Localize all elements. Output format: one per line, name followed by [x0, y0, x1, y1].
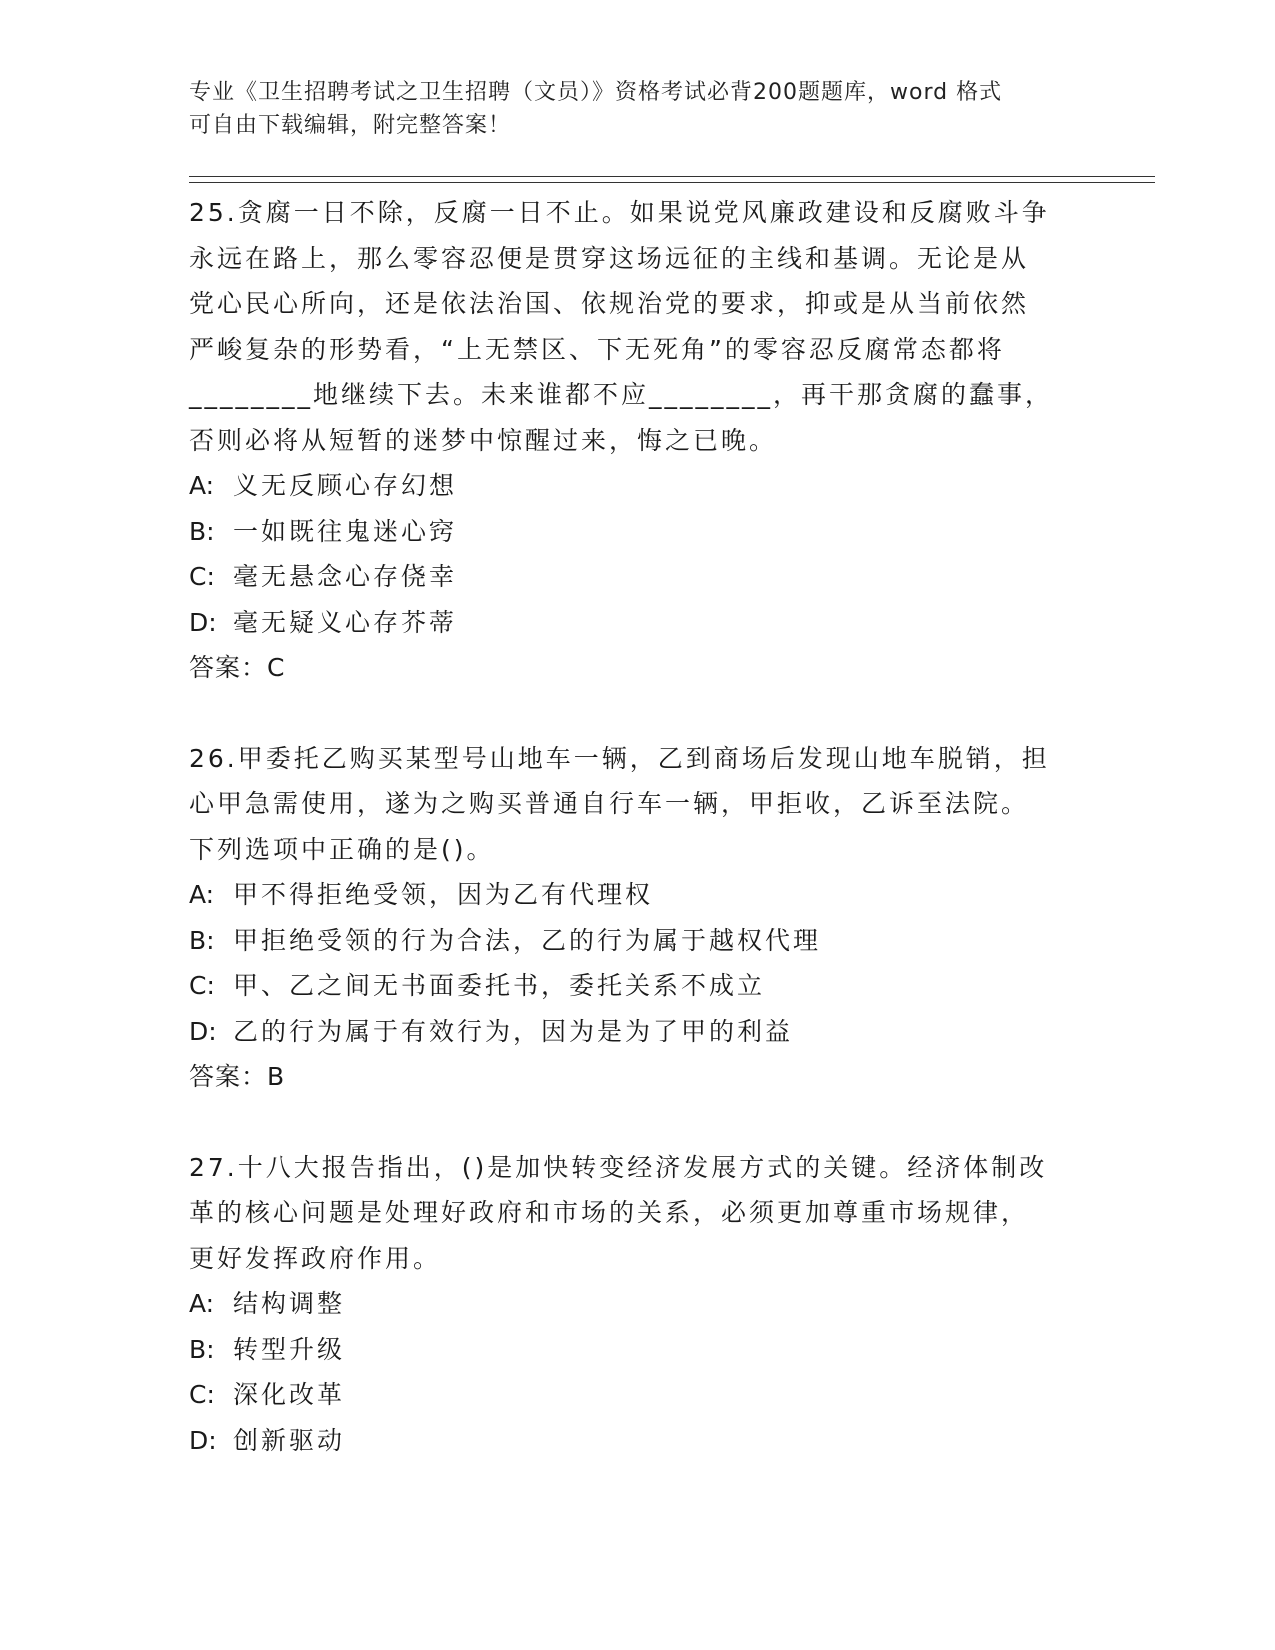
option-a [189, 463, 1089, 509]
option-text: 乙的行为属于有效行为，因为是为了甲的利益 [233, 1016, 794, 1046]
option-letter: C: [189, 1380, 215, 1409]
question-text-line: 心甲急需使用，遂为之购买普通自行车一辆，甲拒收，乙诉至法院。 [189, 789, 1030, 818]
option-letter: B: [189, 925, 215, 955]
question-text-line: 严峻复杂的形势看，“上无禁区、下无死角”的零容忍反腐常态都将 [189, 334, 1005, 364]
question-text-line: 否则必将从短暂的迷梦中惊醒过来，悔之已晚。 [189, 425, 778, 455]
question-text-line: 党心民心所向，还是依法治国、依规治党的要求，抑或是从当前依然 [189, 289, 1030, 318]
option-text: 甲拒绝受领的行为合法，乙的行为属于越权代理 [233, 925, 822, 955]
question-text-line: ________地继续下去。未来谁都不应________，再干那贪腐的蠢事， [189, 380, 1054, 409]
option-letter: A: [189, 1289, 215, 1318]
option-text: 深化改革 [233, 1380, 346, 1409]
option-text: 创新驱动 [233, 1425, 346, 1455]
question-text-line: 26.甲委托乙购买某型号山地车一辆，乙到商场后发现山地车脱销，担 [189, 743, 1050, 773]
question-text-line: 革的核心问题是处理好政府和市场的关系，必须更加尊重市场规律， [189, 1198, 1030, 1227]
option-text: 转型升级 [233, 1334, 346, 1364]
option-text: 甲不得拒绝受领，因为乙有代理权 [233, 880, 654, 909]
question-spacer [189, 691, 1089, 736]
question-spacer [189, 1100, 1089, 1145]
option-text: 结构调整 [233, 1289, 346, 1318]
option-c [189, 554, 1089, 600]
option-d [189, 600, 1089, 646]
answer-line: 答案：B [189, 1062, 286, 1091]
option-letter: B: [189, 516, 215, 546]
question-block-26 [189, 736, 1089, 1100]
question-text-line: 25.贪腐一日不除，反腐一日不止。如果说党风廉政建设和反腐败斗争 [189, 198, 1050, 227]
question-text-line: 更好发挥政府作用。 [189, 1243, 442, 1273]
option-d [189, 1009, 1089, 1055]
header-line-1: 专业《卫生招聘考试之卫生招聘（文员）》资格考试必背200题题库，word 格式 [189, 80, 1003, 105]
answer-line: 答案：C [189, 653, 286, 682]
option-b [189, 918, 1089, 964]
header-divider-top [189, 176, 1155, 177]
question-text-line: 永远在路上，那么零容忍便是贯穿这场远征的主线和基调。无论是从 [189, 243, 1030, 273]
option-letter: A: [189, 471, 215, 500]
option-letter: D: [189, 607, 217, 637]
option-text: 一如既往鬼迷心窍 [233, 516, 458, 546]
option-letter: D: [189, 1425, 217, 1455]
question-list [189, 190, 1089, 1463]
question-text-line: 下列选项中正确的是()。 [189, 834, 495, 864]
header-line-2: 可自由下载编辑，附完整答案！ [189, 113, 512, 138]
header-divider-bottom [189, 182, 1155, 183]
option-c [189, 963, 1089, 1009]
option-a [189, 872, 1089, 918]
option-letter: C: [189, 562, 215, 591]
option-text: 毫无疑义心存芥蒂 [233, 607, 458, 637]
option-b [189, 1327, 1089, 1373]
option-c [189, 1372, 1089, 1418]
question-text-line: 27.十八大报告指出，()是加快转变经济发展方式的关键。经济体制改 [189, 1152, 1048, 1182]
option-letter: C: [189, 971, 215, 1000]
question-block-27 [189, 1145, 1089, 1464]
option-b [189, 509, 1089, 555]
option-letter: B: [189, 1334, 215, 1364]
option-text: 义无反顾心存幻想 [233, 471, 458, 500]
option-letter: A: [189, 880, 215, 909]
option-letter: D: [189, 1016, 217, 1046]
option-a [189, 1281, 1089, 1327]
option-text: 毫无悬念心存侥幸 [233, 562, 458, 591]
option-text: 甲、乙之间无书面委托书，委托关系不成立 [233, 971, 766, 1000]
document-header [189, 76, 1089, 142]
question-block-25 [189, 190, 1089, 691]
option-d [189, 1418, 1089, 1464]
